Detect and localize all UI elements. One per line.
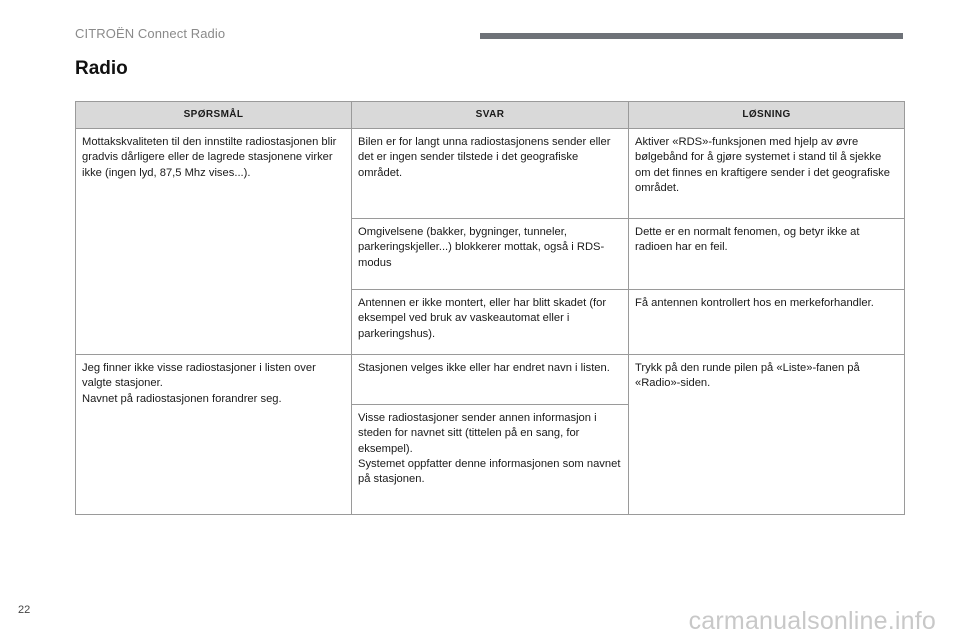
watermark: carmanualsonline.info [688,607,936,635]
solution-cell: Aktiver «RDS»-funksjonen med hjelp av øvre bølgebånd for å gjøre systemet i stand til å sjekke om det finnes en kraftigere sender i det geografiske området. [629,129,905,219]
page-title: Radio [75,58,128,79]
column-header-answer: SVAR [352,102,629,129]
answer-cell: Bilen er for langt unna radiostasjonens sender eller det er ingen sender tilstede i det geografiske området. [352,129,629,219]
solution-cell: Få antennen kontrollert hos en merkeforhandler. [629,290,905,355]
header-title: CITROËN Connect Radio [75,26,226,41]
question-cell: Mottakskvaliteten til den innstilte radiostasjonen blir gradvis dårligere eller de lagrede stasjonene virker ikke (ingen lyd, 87,5 Mhz vises...). [76,129,352,355]
question-cell [76,355,352,515]
answer-cell: Omgivelsene (bakker, bygninger, tunneler, parkeringskjeller...) blokkerer mottak, også i RDS-modus [352,219,629,290]
table-row [76,129,905,219]
answer-line: Systemet oppfatter denne informasjonen som navnet på stasjonen. [358,457,621,486]
solution-cell: Trykk på den runde pilen på «Liste»-fanen på «Radio»-siden. [629,355,905,515]
answer-cell: Antennen er ikke montert, eller har blitt skadet (for eksempel ved bruk av vaskeautomat eller i parkeringshus). [352,290,629,355]
answer-line: Visse radiostasjoner sender annen informasjon i steden for navnet sitt (tittelen på en sang, for eksempel). [358,412,597,455]
header-bar [480,33,903,39]
troubleshooting-table [75,101,905,515]
column-header-question: SPØRSMÅL [76,102,352,129]
column-header-solution: LØSNING [629,102,905,129]
solution-cell: Dette er en normalt fenomen, og betyr ikke at radioen har en feil. [629,219,905,290]
table-row [76,355,905,405]
answer-cell: Stasjonen velges ikke eller har endret navn i listen. [352,355,629,405]
question-line: Navnet på radiostasjonen forandrer seg. [82,392,282,405]
page-number: 22 [18,604,31,616]
table-header-row [76,102,905,129]
question-line: Jeg finner ikke visse radiostasjoner i listen over valgte stasjoner. [82,362,316,390]
answer-cell [352,405,629,515]
